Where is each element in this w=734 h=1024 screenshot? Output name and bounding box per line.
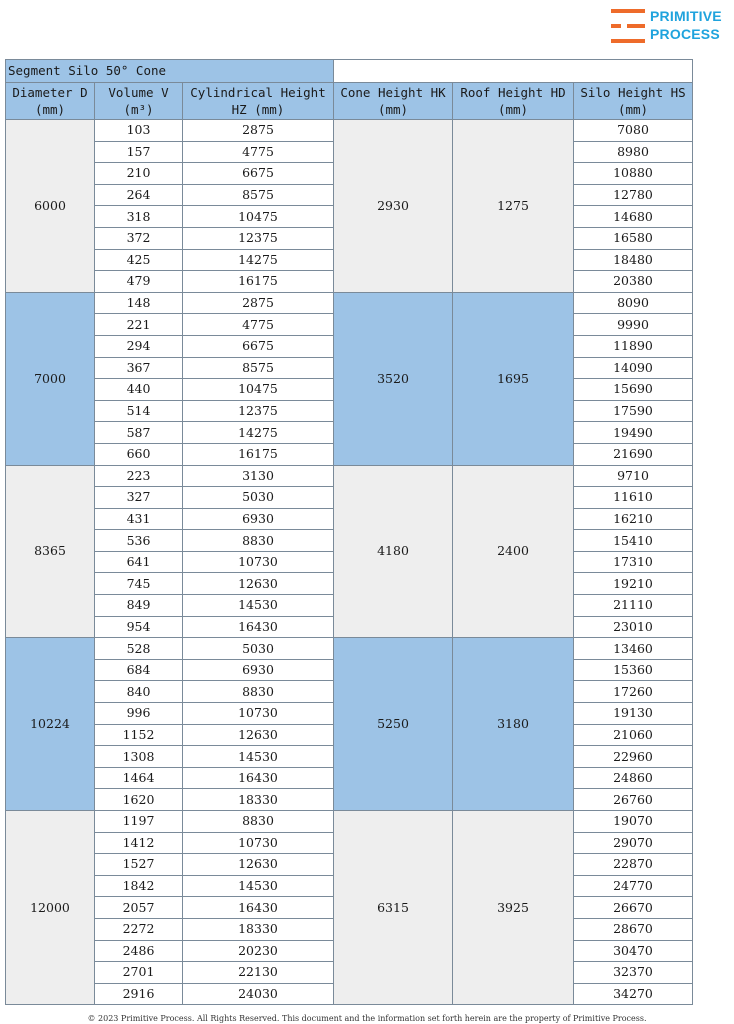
silo-height-cell: 21060 bbox=[574, 724, 693, 746]
volume-cell: 440 bbox=[95, 379, 183, 401]
logo-line-1: PRIMITIVE bbox=[650, 8, 722, 24]
volume-cell: 148 bbox=[95, 292, 183, 314]
cylindrical-height-cell: 2875 bbox=[183, 292, 334, 314]
table-row bbox=[6, 465, 693, 487]
roof-height-cell: 3925 bbox=[453, 811, 574, 1005]
silo-height-cell: 9710 bbox=[574, 465, 693, 487]
roof-height-cell: 1275 bbox=[453, 120, 574, 293]
volume-cell: 103 bbox=[95, 120, 183, 142]
silo-height-cell: 15410 bbox=[574, 530, 693, 552]
silo-height-cell: 11610 bbox=[574, 487, 693, 509]
silo-height-cell: 14680 bbox=[574, 206, 693, 228]
cylindrical-height-cell: 5030 bbox=[183, 638, 334, 660]
cylindrical-height-cell: 14275 bbox=[183, 249, 334, 271]
cylindrical-height-cell: 12375 bbox=[183, 227, 334, 249]
volume-cell: 745 bbox=[95, 573, 183, 595]
volume-cell: 954 bbox=[95, 616, 183, 638]
table-row bbox=[6, 292, 693, 314]
silo-height-cell: 12780 bbox=[574, 184, 693, 206]
volume-cell: 425 bbox=[95, 249, 183, 271]
header-diameter: Diameter D (mm) bbox=[6, 83, 95, 120]
cylindrical-height-cell: 12375 bbox=[183, 400, 334, 422]
cylindrical-height-cell: 6675 bbox=[183, 335, 334, 357]
silo-height-cell: 8980 bbox=[574, 141, 693, 163]
volume-cell: 684 bbox=[95, 659, 183, 681]
diameter-cell: 8365 bbox=[6, 465, 95, 638]
cylindrical-height-cell: 18330 bbox=[183, 789, 334, 811]
cylindrical-height-cell: 10730 bbox=[183, 832, 334, 854]
silo-height-cell: 29070 bbox=[574, 832, 693, 854]
roof-height-cell: 2400 bbox=[453, 465, 574, 638]
volume-cell: 1412 bbox=[95, 832, 183, 854]
diameter-cell: 10224 bbox=[6, 638, 95, 811]
volume-cell: 210 bbox=[95, 163, 183, 185]
silo-height-cell: 19210 bbox=[574, 573, 693, 595]
header-cone-height: Cone Height HK (mm) bbox=[334, 83, 453, 120]
logo-wordmark bbox=[650, 7, 722, 43]
silo-height-cell: 26760 bbox=[574, 789, 693, 811]
volume-cell: 367 bbox=[95, 357, 183, 379]
cylindrical-height-cell: 14530 bbox=[183, 746, 334, 768]
volume-cell: 528 bbox=[95, 638, 183, 660]
cylindrical-height-cell: 10730 bbox=[183, 551, 334, 573]
header-roof-height: Roof Height HD (mm) bbox=[453, 83, 574, 120]
volume-cell: 1308 bbox=[95, 746, 183, 768]
volume-cell: 1464 bbox=[95, 767, 183, 789]
volume-cell: 264 bbox=[95, 184, 183, 206]
cylindrical-height-cell: 3130 bbox=[183, 465, 334, 487]
volume-cell: 660 bbox=[95, 443, 183, 465]
silo-height-cell: 13460 bbox=[574, 638, 693, 660]
cylindrical-height-cell: 2875 bbox=[183, 120, 334, 142]
silo-spec-table bbox=[5, 59, 693, 1005]
cylindrical-height-cell: 4775 bbox=[183, 314, 334, 336]
header-volume: Volume V (m³) bbox=[95, 83, 183, 120]
silo-height-cell: 18480 bbox=[574, 249, 693, 271]
table-row bbox=[6, 120, 693, 142]
silo-height-cell: 22870 bbox=[574, 854, 693, 876]
silo-height-cell: 22960 bbox=[574, 746, 693, 768]
cylindrical-height-cell: 16430 bbox=[183, 767, 334, 789]
cylindrical-height-cell: 12630 bbox=[183, 854, 334, 876]
cylindrical-height-cell: 5030 bbox=[183, 487, 334, 509]
volume-cell: 536 bbox=[95, 530, 183, 552]
silo-height-cell: 14090 bbox=[574, 357, 693, 379]
silo-height-cell: 28670 bbox=[574, 918, 693, 940]
volume-cell: 2057 bbox=[95, 897, 183, 919]
cylindrical-height-cell: 16430 bbox=[183, 897, 334, 919]
cone-height-cell: 4180 bbox=[334, 465, 453, 638]
roof-height-cell: 1695 bbox=[453, 292, 574, 465]
roof-height-cell: 3180 bbox=[453, 638, 574, 811]
volume-cell: 221 bbox=[95, 314, 183, 336]
cylindrical-height-cell: 22130 bbox=[183, 962, 334, 984]
logo-line-2: PROCESS bbox=[650, 26, 720, 42]
silo-height-cell: 21690 bbox=[574, 443, 693, 465]
cone-height-cell: 3520 bbox=[334, 292, 453, 465]
silo-height-cell: 19130 bbox=[574, 703, 693, 725]
volume-cell: 1527 bbox=[95, 854, 183, 876]
volume-cell: 479 bbox=[95, 271, 183, 293]
cylindrical-height-cell: 8575 bbox=[183, 357, 334, 379]
silo-height-cell: 7080 bbox=[574, 120, 693, 142]
volume-cell: 431 bbox=[95, 508, 183, 530]
volume-cell: 1152 bbox=[95, 724, 183, 746]
cylindrical-height-cell: 16175 bbox=[183, 443, 334, 465]
silo-height-cell: 17590 bbox=[574, 400, 693, 422]
volume-cell: 1620 bbox=[95, 789, 183, 811]
cone-height-cell: 2930 bbox=[334, 120, 453, 293]
cylindrical-height-cell: 8830 bbox=[183, 681, 334, 703]
volume-cell: 1842 bbox=[95, 875, 183, 897]
cylindrical-height-cell: 18330 bbox=[183, 918, 334, 940]
silo-height-cell: 21110 bbox=[574, 595, 693, 617]
volume-cell: 372 bbox=[95, 227, 183, 249]
volume-cell: 294 bbox=[95, 335, 183, 357]
cone-height-cell: 6315 bbox=[334, 811, 453, 1005]
diameter-cell: 6000 bbox=[6, 120, 95, 293]
cylindrical-height-cell: 10475 bbox=[183, 379, 334, 401]
silo-height-cell: 23010 bbox=[574, 616, 693, 638]
cylindrical-height-cell: 10730 bbox=[183, 703, 334, 725]
volume-cell: 157 bbox=[95, 141, 183, 163]
volume-cell: 840 bbox=[95, 681, 183, 703]
table-row bbox=[6, 638, 693, 660]
table-title-spacer bbox=[334, 60, 693, 83]
silo-height-cell: 20380 bbox=[574, 271, 693, 293]
cylindrical-height-cell: 8830 bbox=[183, 811, 334, 833]
silo-height-cell: 17260 bbox=[574, 681, 693, 703]
silo-height-cell: 9990 bbox=[574, 314, 693, 336]
copyright-footer: © 2023 Primitive Process. All Rights Reserved. This document and the information set forth herein are the property of Primitive Process. bbox=[87, 1014, 647, 1023]
cylindrical-height-cell: 14530 bbox=[183, 595, 334, 617]
volume-cell: 1197 bbox=[95, 811, 183, 833]
cylindrical-height-cell: 20230 bbox=[183, 940, 334, 962]
silo-height-cell: 32370 bbox=[574, 962, 693, 984]
header-silo-height: Silo Height HS (mm) bbox=[574, 83, 693, 120]
silo-height-cell: 24770 bbox=[574, 875, 693, 897]
silo-height-cell: 30470 bbox=[574, 940, 693, 962]
volume-cell: 514 bbox=[95, 400, 183, 422]
cylindrical-height-cell: 8830 bbox=[183, 530, 334, 552]
diameter-cell: 7000 bbox=[6, 292, 95, 465]
silo-height-cell: 17310 bbox=[574, 551, 693, 573]
cylindrical-height-cell: 16175 bbox=[183, 271, 334, 293]
cylindrical-height-cell: 4775 bbox=[183, 141, 334, 163]
cylindrical-height-cell: 14275 bbox=[183, 422, 334, 444]
header-cylindrical-height: Cylindrical Height HZ (mm) bbox=[183, 83, 334, 120]
silo-height-cell: 15360 bbox=[574, 659, 693, 681]
volume-cell: 318 bbox=[95, 206, 183, 228]
silo-height-cell: 19070 bbox=[574, 811, 693, 833]
silo-height-cell: 26670 bbox=[574, 897, 693, 919]
cylindrical-height-cell: 6930 bbox=[183, 659, 334, 681]
table-title: Segment Silo 50° Cone bbox=[6, 60, 334, 83]
cylindrical-height-cell: 6675 bbox=[183, 163, 334, 185]
company-logo bbox=[607, 3, 731, 54]
silo-height-cell: 16210 bbox=[574, 508, 693, 530]
silo-height-cell: 19490 bbox=[574, 422, 693, 444]
silo-height-cell: 34270 bbox=[574, 983, 693, 1005]
cylindrical-height-cell: 8575 bbox=[183, 184, 334, 206]
silo-height-cell: 8090 bbox=[574, 292, 693, 314]
cylindrical-height-cell: 6930 bbox=[183, 508, 334, 530]
volume-cell: 2272 bbox=[95, 918, 183, 940]
silo-height-cell: 16580 bbox=[574, 227, 693, 249]
volume-cell: 2486 bbox=[95, 940, 183, 962]
volume-cell: 327 bbox=[95, 487, 183, 509]
silo-height-cell: 10880 bbox=[574, 163, 693, 185]
silo-height-cell: 11890 bbox=[574, 335, 693, 357]
volume-cell: 587 bbox=[95, 422, 183, 444]
volume-cell: 2701 bbox=[95, 962, 183, 984]
volume-cell: 2916 bbox=[95, 983, 183, 1005]
cylindrical-height-cell: 12630 bbox=[183, 573, 334, 595]
cylindrical-height-cell: 10475 bbox=[183, 206, 334, 228]
volume-cell: 849 bbox=[95, 595, 183, 617]
cylindrical-height-cell: 16430 bbox=[183, 616, 334, 638]
table-row bbox=[6, 811, 693, 833]
cone-height-cell: 5250 bbox=[334, 638, 453, 811]
cylindrical-height-cell: 24030 bbox=[183, 983, 334, 1005]
silo-height-cell: 24860 bbox=[574, 767, 693, 789]
volume-cell: 996 bbox=[95, 703, 183, 725]
volume-cell: 641 bbox=[95, 551, 183, 573]
volume-cell: 223 bbox=[95, 465, 183, 487]
diameter-cell: 12000 bbox=[6, 811, 95, 1005]
cylindrical-height-cell: 14530 bbox=[183, 875, 334, 897]
cylindrical-height-cell: 12630 bbox=[183, 724, 334, 746]
silo-height-cell: 15690 bbox=[574, 379, 693, 401]
